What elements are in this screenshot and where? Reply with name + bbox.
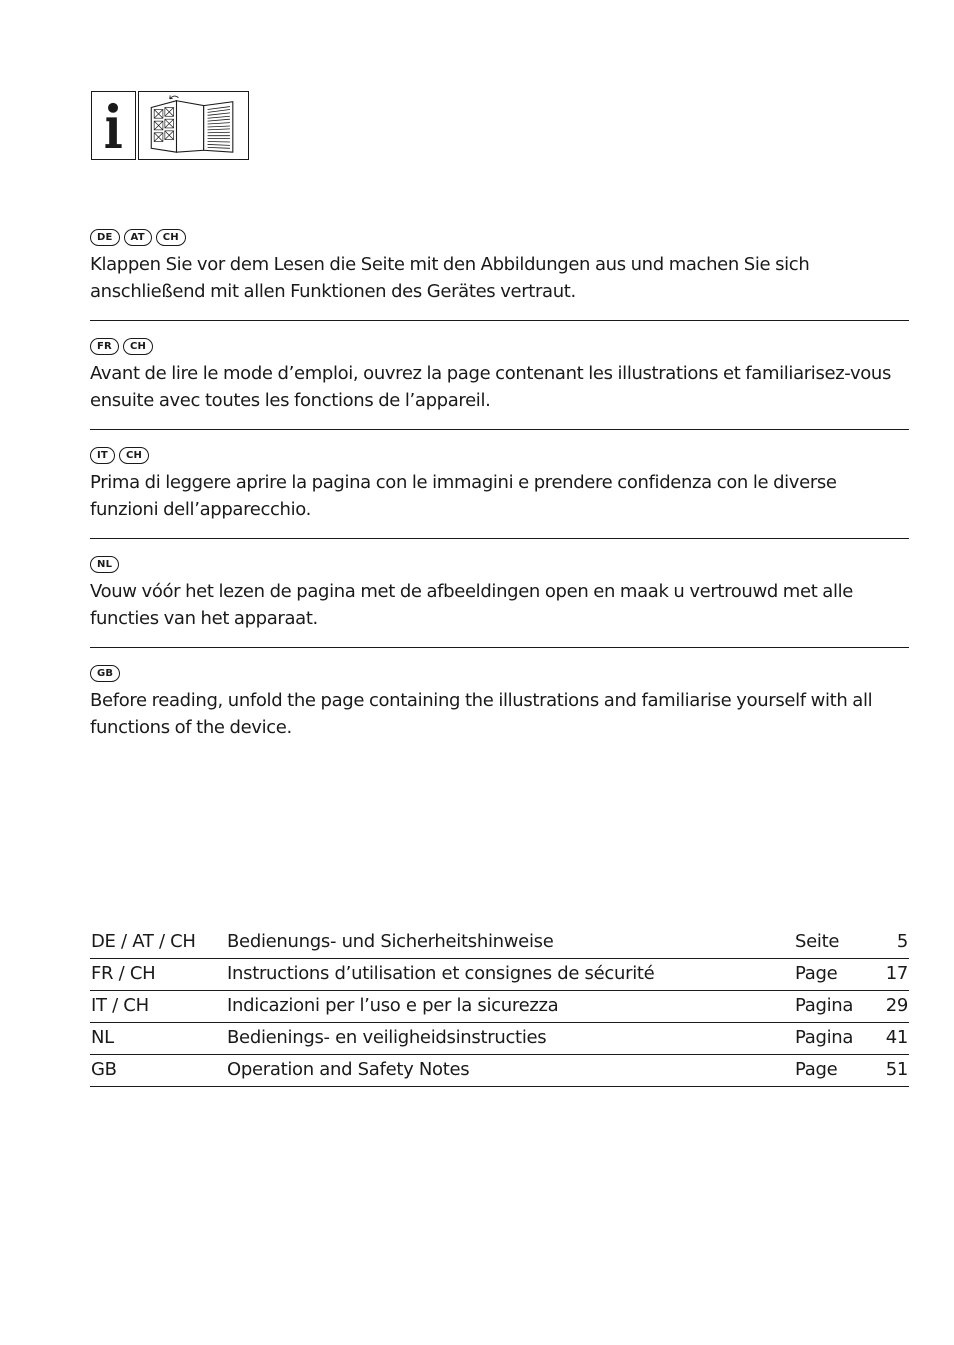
toc-page-number: 17 <box>885 963 908 984</box>
toc-page-label: Seite <box>795 931 840 952</box>
toc-page-number: 51 <box>885 1059 908 1080</box>
instruction-text-it: Prima di leggere aprire la pagina con le immagini e prendere confidenza con le diverse funzioni dell’apparecchio. <box>90 472 837 520</box>
language-badges <box>90 446 909 464</box>
toc-page-number: 5 <box>896 931 908 952</box>
instruction-text-nl: Vouw vóór het lezen de pagina met de afbeeldingen open en maak u vertrouwd met alle functies van het apparaat. <box>90 581 853 629</box>
toc-row-it[interactable] <box>90 991 909 1023</box>
divider <box>90 647 909 648</box>
toc-page-label: Pagina <box>795 995 854 1016</box>
toc-row-nl[interactable] <box>90 1023 909 1055</box>
language-badges <box>90 228 909 246</box>
toc-title: Bedienungs- und Sicherheitshinweise <box>227 931 554 952</box>
toc-page-label: Pagina <box>795 1027 854 1048</box>
badge-ch: CH <box>123 338 153 355</box>
badge-de: DE <box>90 229 120 246</box>
toc-row-gb[interactable] <box>90 1055 909 1087</box>
fold-out-page-icon <box>138 91 249 160</box>
badge-at: AT <box>124 229 152 246</box>
toc-language: GB <box>91 1059 117 1080</box>
badge-ch: CH <box>156 229 186 246</box>
divider <box>90 429 909 430</box>
toc-title: Indicazioni per l’uso e per la sicurezza <box>227 995 559 1016</box>
badge-nl: NL <box>90 556 119 573</box>
toc-language: NL <box>91 1027 114 1048</box>
section-de-at-ch <box>90 228 909 305</box>
badge-ch: CH <box>119 447 149 464</box>
section-nl <box>90 555 909 632</box>
language-badges <box>90 555 909 573</box>
info-icon-graphic <box>92 92 135 159</box>
instruction-text-de: Klappen Sie vor dem Lesen die Seite mit den Abbildungen aus und machen Sie sich anschließend mit allen Funktionen des Gerätes vertraut. <box>90 254 810 302</box>
instruction-text-gb: Before reading, unfold the page containing the illustrations and familiarise yourself with all functions of the device. <box>90 690 873 738</box>
toc-page-number: 29 <box>885 995 908 1016</box>
table-of-contents <box>90 927 909 1087</box>
toc-page-number: 41 <box>885 1027 908 1048</box>
divider <box>90 320 909 321</box>
toc-row-de[interactable] <box>90 927 909 959</box>
toc-title: Operation and Safety Notes <box>227 1059 470 1080</box>
fold-out-page-graphic <box>139 92 248 159</box>
toc-row-fr[interactable] <box>90 959 909 991</box>
badge-gb: GB <box>90 665 120 682</box>
toc-title: Bedienings- en veiligheidsinstructies <box>227 1027 547 1048</box>
section-fr-ch <box>90 337 909 414</box>
badge-fr: FR <box>90 338 119 355</box>
language-badges <box>90 337 909 355</box>
instruction-text-fr: Avant de lire le mode d’emploi, ouvrez la page contenant les illustrations et familiarisez-vous ensuite avec toutes les fonctions de l’appareil. <box>90 363 892 411</box>
info-icon <box>91 91 136 160</box>
divider <box>90 538 909 539</box>
section-it-ch <box>90 446 909 523</box>
toc-language: FR / CH <box>91 963 156 984</box>
language-badges <box>90 664 909 682</box>
toc-page-label: Page <box>795 963 838 984</box>
badge-it: IT <box>90 447 115 464</box>
toc-title: Instructions d’utilisation et consignes de sécurité <box>227 963 655 984</box>
toc-language: IT / CH <box>91 995 149 1016</box>
toc-language: DE / AT / CH <box>91 931 196 952</box>
toc-page-label: Page <box>795 1059 838 1080</box>
section-gb <box>90 664 909 741</box>
